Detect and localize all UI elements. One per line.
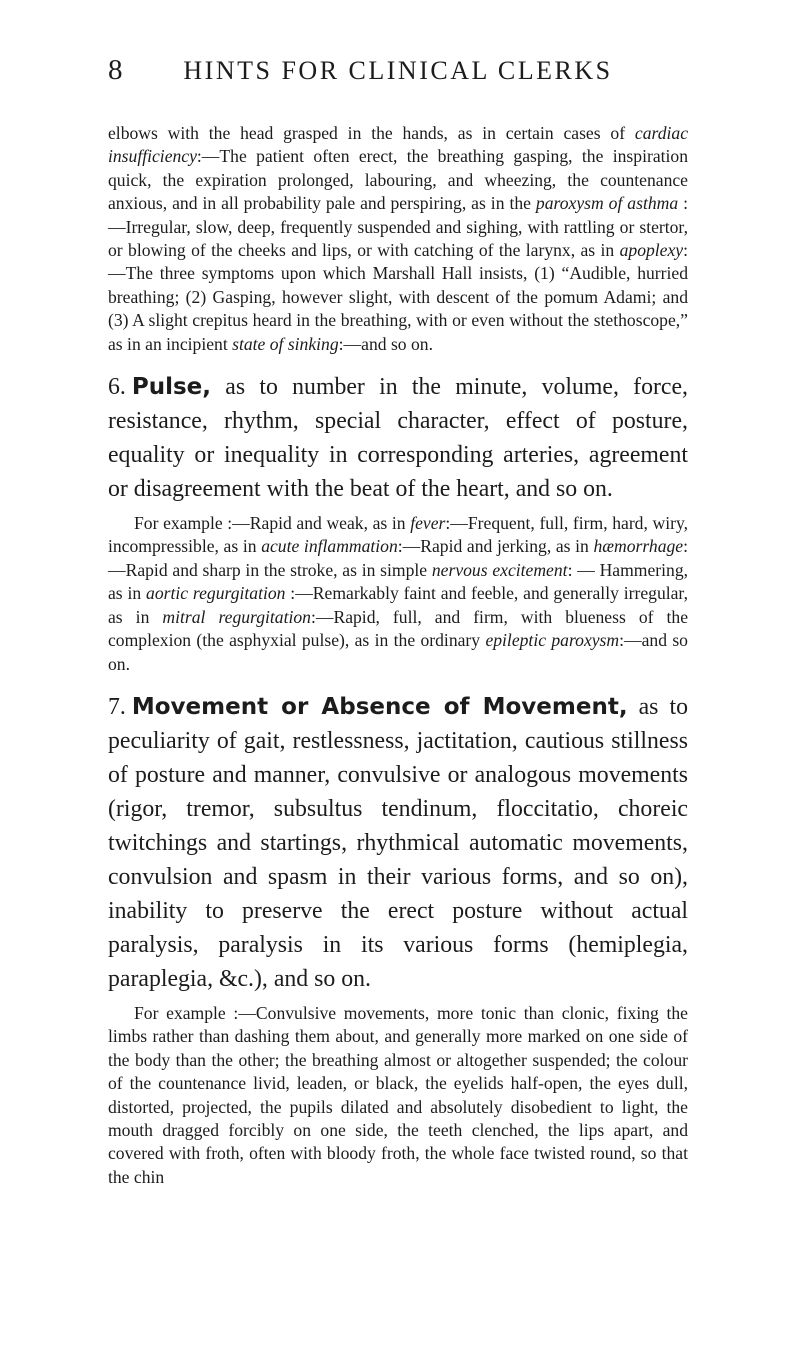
section-6-number: 6. xyxy=(108,374,126,401)
page-header xyxy=(108,54,688,94)
section-7-keyword: Movement or Absence of Movement, xyxy=(131,693,628,720)
section-6-heading: 6. Pulse, as to number in the minute, volume, force, resistance, rhythm, special character, effect of posture, equality or inequality in corresponding arteries, agreement or disagreement with the beat of the heart, and so on. xyxy=(108,374,688,503)
section-7-example: For example :—Convulsive movements, more tonic than clonic, fixing the limbs rather than dashing them about, and generally more marked on one side of the body than the other; the breathing almost or altogether suspended; the colour of the countenance livid, leaden, or black, the eyelids half-open, the eyes dull, distorted, projected, the pupils dilated and absolutely disobedient to light, the mouth dragged forcibly on one side, the teeth clenched, the lips apart, and covered with froth, often with bloody froth, the whole face twisted round, so that the chin xyxy=(108,1002,688,1187)
section-7-heading: 7. Movement or Absence of Movement, as to peculiarity of gait, restlessness, jactitation, cautious stillness of posture and manner, convulsive or analogous movements (rigor, tremor, subsultus tendinum, floccitatio, choreic twitchings and startings, rhythmical automatic movements, convulsion and spasm in their various forms, and so on), inability to preserve the erect posture without actual paralysis, paralysis in its various forms (hemiplegia, paraplegia, &c.), and so on. xyxy=(108,693,688,992)
section-6-example: For example :—Rapid and weak, as in fever:—Frequent, full, firm, hard, wiry, incompressible, as in acute inflammation:—Rapid and jerking, as in hæmorrhage:—Rapid and sharp in the stroke, as in simple nervous excitement: — Hammering, as in aortic regurgitation :—Remarkably faint and feeble, and generally irregular, as in mitral regurgitation:—Rapid, full, and firm, with blueness of the complexion (the asphyxial pulse), as in the ordinary epileptic paroxysm:—and so on. xyxy=(108,513,689,674)
section-7-number: 7. xyxy=(108,693,126,720)
continuation-paragraph: elbows with the head grasped in the hands, as in certain cases of cardiac insufficiency:—The patient often erect, the breathing gasping, the inspiration quick, the expiration prolonged, labouring, and wheezing, the countenance anxious, and in all probability pale and perspiring, as in the paroxysm of asthma :—Irregular, slow, deep, frequently suspended and sighing, with rattling or stertor, or blowing of the cheeks and lips, or with catching of the larynx, as in apoplexy:—The three symptoms upon which Marshall Hall insists, (1) “Audible, hurried breathing; (2) Gasping, however slight, with descent of the pomum Adami; and (3) A slight crepitus heard in the breathing, with or even without the stethoscope,” as in an incipient state of sinking:—and so on. xyxy=(108,123,688,354)
page-number: 8 xyxy=(108,54,124,86)
section-6-keyword: Pulse, xyxy=(131,374,212,401)
book-page xyxy=(108,54,688,1189)
running-head: HINTS FOR CLINICAL CLERKS xyxy=(183,56,613,85)
